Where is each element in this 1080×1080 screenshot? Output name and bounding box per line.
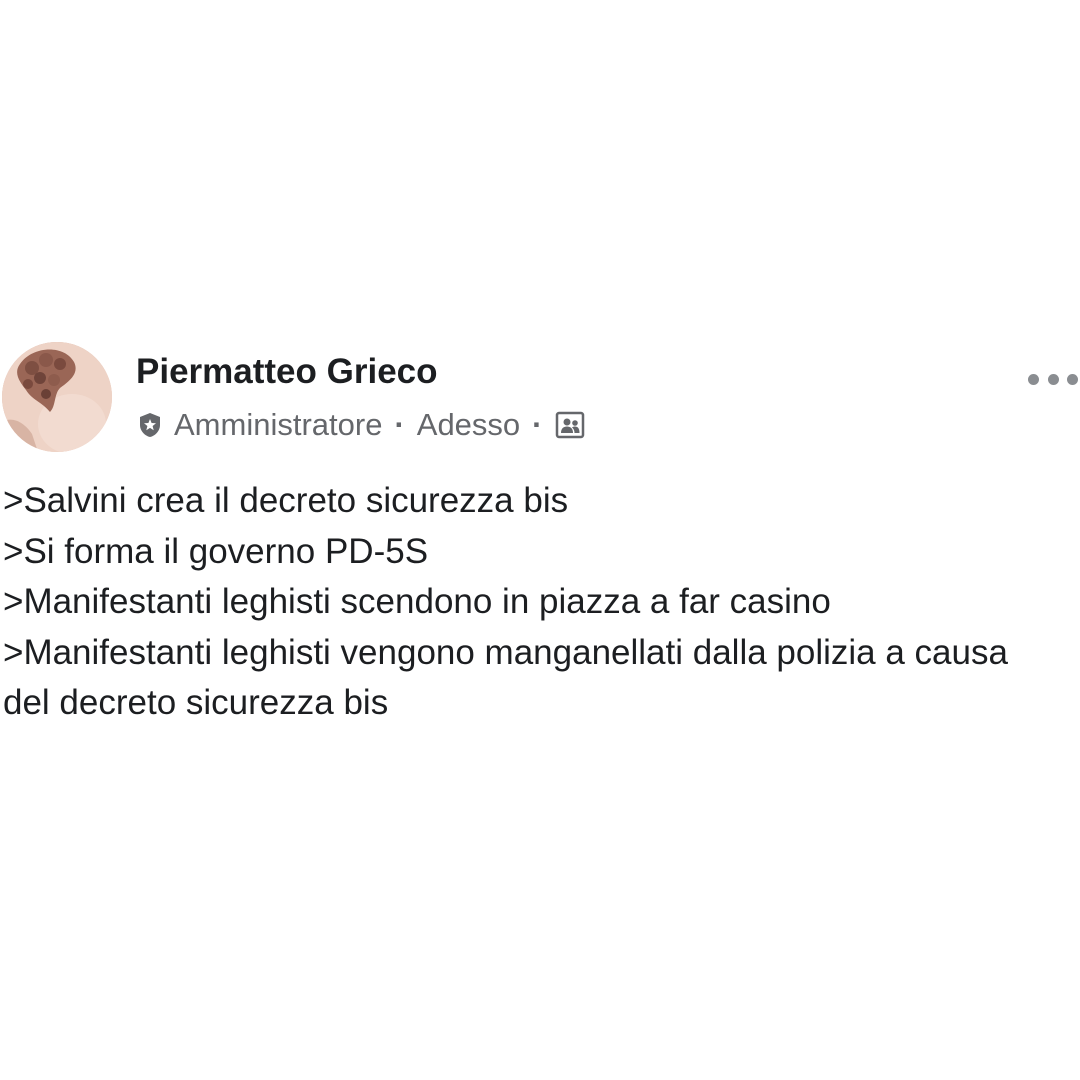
author-role[interactable]: Amministratore bbox=[174, 407, 383, 442]
more-options-button[interactable] bbox=[1028, 364, 1078, 394]
avatar-photo bbox=[2, 342, 112, 452]
post-text-line: >Salvini crea il decreto sicurezza bis bbox=[3, 481, 569, 520]
post-meta bbox=[136, 405, 585, 445]
more-options-icon bbox=[1028, 374, 1039, 385]
post-timestamp[interactable]: Adesso bbox=[416, 407, 521, 442]
more-options-icon-dot bbox=[1048, 374, 1059, 385]
author-name[interactable]: Piermatteo Grieco bbox=[136, 352, 438, 391]
shield-badge-icon bbox=[136, 411, 164, 439]
author-avatar[interactable] bbox=[2, 342, 112, 452]
meta-separator: · bbox=[394, 407, 405, 442]
group-icon[interactable] bbox=[555, 410, 585, 440]
meta-separator: · bbox=[532, 407, 543, 442]
post-text-line: >Si forma il governo PD-5S bbox=[3, 531, 429, 571]
more-options-icon-dot bbox=[1067, 374, 1078, 385]
post-text-line: >Manifestanti leghisti vengono manganellati dalla polizia a causa del decreto sicurezza bis bbox=[3, 632, 1008, 722]
post-text-line: >Manifestanti leghisti scendono in piazza a far casino bbox=[3, 582, 831, 621]
post-text bbox=[3, 476, 1063, 729]
